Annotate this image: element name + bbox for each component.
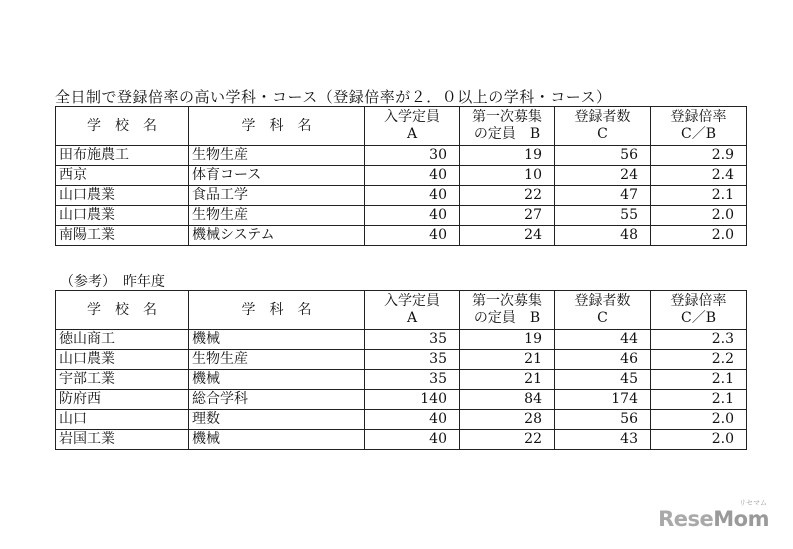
ratio-cell: 2.1 — [651, 370, 747, 390]
header-school: 学 校 名 — [56, 107, 189, 146]
dept-cell: 食品工学 — [189, 186, 365, 206]
capacity-cell: 40 — [365, 166, 460, 186]
previous-year-table — [55, 290, 747, 450]
school-cell: 岩国工業 — [56, 430, 189, 450]
first-recruit-cell: 21 — [460, 350, 555, 370]
capacity-cell: 40 — [365, 410, 460, 430]
table-row — [56, 410, 747, 430]
page-title: 全日制で登録倍率の高い学科・コース（登録倍率が２．０以上の学科・コース） — [55, 88, 612, 106]
registrants-cell: 47 — [555, 186, 651, 206]
ratio-cell: 2.1 — [651, 186, 747, 206]
school-cell: 防府西 — [56, 390, 189, 410]
dept-cell: 機械 — [189, 370, 365, 390]
reference-subtitle: （参考） 昨年度 — [60, 274, 165, 290]
capacity-cell: 35 — [365, 370, 460, 390]
first-recruit-cell: 10 — [460, 166, 555, 186]
first-recruit-cell: 84 — [460, 390, 555, 410]
capacity-cell: 40 — [365, 430, 460, 450]
school-cell: 田布施農工 — [56, 146, 189, 166]
school-cell: 山口農業 — [56, 186, 189, 206]
dept-cell: 生物生産 — [189, 146, 365, 166]
header-registrants: 登録者数 C — [555, 291, 651, 330]
registrants-cell: 46 — [555, 350, 651, 370]
school-cell: 徳山商工 — [56, 330, 189, 350]
registrants-cell: 43 — [555, 430, 651, 450]
registrants-cell: 24 — [555, 166, 651, 186]
school-cell: 山口農業 — [56, 350, 189, 370]
dept-cell: 機械 — [189, 330, 365, 350]
header-dept: 学 科 名 — [189, 107, 365, 146]
table-row — [56, 226, 747, 246]
table-row — [56, 186, 747, 206]
table-row — [56, 390, 747, 410]
ratio-cell: 2.0 — [651, 226, 747, 246]
capacity-cell: 40 — [365, 226, 460, 246]
ratio-cell: 2.3 — [651, 330, 747, 350]
first-recruit-cell: 21 — [460, 370, 555, 390]
capacity-cell: 140 — [365, 390, 460, 410]
ratio-cell: 2.0 — [651, 206, 747, 226]
current-year-table — [55, 106, 747, 246]
dept-cell: 総合学科 — [189, 390, 365, 410]
header-school: 学 校 名 — [56, 291, 189, 330]
capacity-cell: 40 — [365, 186, 460, 206]
registrants-cell: 56 — [555, 410, 651, 430]
first-recruit-cell: 22 — [460, 430, 555, 450]
school-cell: 宇部工業 — [56, 370, 189, 390]
header-first-recruit: 第一次募集 の定員 B — [460, 107, 555, 146]
registrants-cell: 48 — [555, 226, 651, 246]
table-row — [56, 350, 747, 370]
table-row — [56, 146, 747, 166]
registrants-cell: 56 — [555, 146, 651, 166]
school-cell: 西京 — [56, 166, 189, 186]
dept-cell: 生物生産 — [189, 206, 365, 226]
ratio-cell: 2.0 — [651, 410, 747, 430]
header-dept: 学 科 名 — [189, 291, 365, 330]
school-cell: 山口農業 — [56, 206, 189, 226]
first-recruit-cell: 28 — [460, 410, 555, 430]
first-recruit-cell: 24 — [460, 226, 555, 246]
dept-cell: 理数 — [189, 410, 365, 430]
dept-cell: 機械 — [189, 430, 365, 450]
first-recruit-cell: 27 — [460, 206, 555, 226]
capacity-cell: 35 — [365, 330, 460, 350]
table-row — [56, 166, 747, 186]
resemom-logo: ReseMom リセマム — [658, 499, 769, 531]
table-header-row — [56, 107, 747, 146]
dept-cell: 体育コース — [189, 166, 365, 186]
header-ratio: 登録倍率 C／B — [651, 107, 747, 146]
capacity-cell: 40 — [365, 206, 460, 226]
ratio-cell: 2.0 — [651, 430, 747, 450]
header-registrants: 登録者数 C — [555, 107, 651, 146]
capacity-cell: 30 — [365, 146, 460, 166]
registrants-cell: 45 — [555, 370, 651, 390]
ratio-cell: 2.9 — [651, 146, 747, 166]
dept-cell: 機械システム — [189, 226, 365, 246]
ratio-cell: 2.1 — [651, 390, 747, 410]
first-recruit-cell: 19 — [460, 146, 555, 166]
table-row — [56, 430, 747, 450]
header-first-recruit: 第一次募集 の定員 B — [460, 291, 555, 330]
ratio-cell: 2.4 — [651, 166, 747, 186]
table-row — [56, 370, 747, 390]
registrants-cell: 55 — [555, 206, 651, 226]
capacity-cell: 35 — [365, 350, 460, 370]
ratio-cell: 2.2 — [651, 350, 747, 370]
school-cell: 南陽工業 — [56, 226, 189, 246]
first-recruit-cell: 22 — [460, 186, 555, 206]
registrants-cell: 174 — [555, 390, 651, 410]
header-capacity: 入学定員 A — [365, 291, 460, 330]
school-cell: 山口 — [56, 410, 189, 430]
header-ratio: 登録倍率 C／B — [651, 291, 747, 330]
dept-cell: 生物生産 — [189, 350, 365, 370]
registrants-cell: 44 — [555, 330, 651, 350]
first-recruit-cell: 19 — [460, 330, 555, 350]
table-row — [56, 206, 747, 226]
table-row — [56, 330, 747, 350]
table-header-row — [56, 291, 747, 330]
header-capacity: 入学定員 A — [365, 107, 460, 146]
